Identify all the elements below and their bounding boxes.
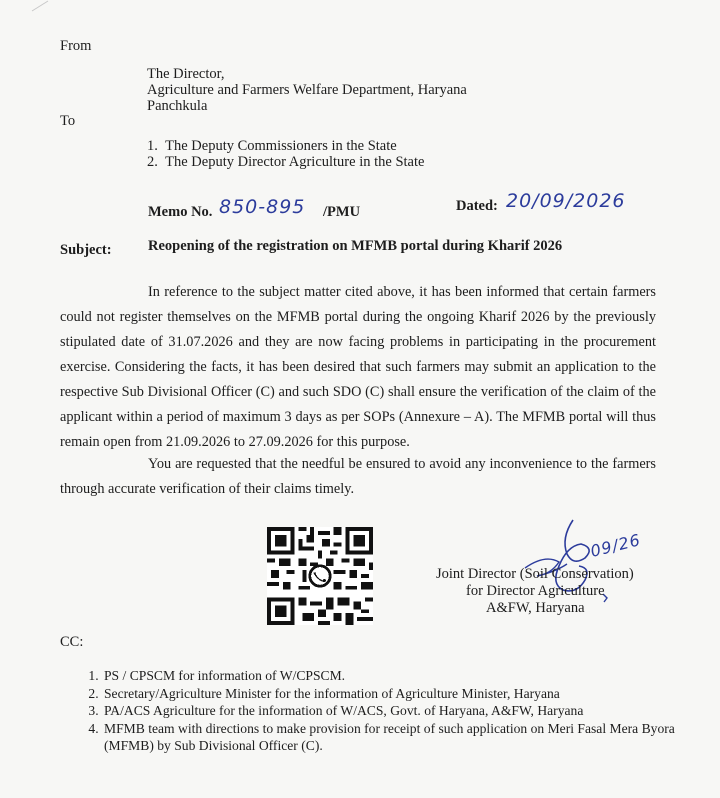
signatory-line-3: A&FW, Haryana <box>486 600 585 616</box>
signatory-line-2: for Director Agriculture <box>466 583 605 599</box>
cc-item: 3. PA/ACS Agriculture for the information of W/ACS, Govt. of Haryana, A&FW, Haryana <box>102 702 692 720</box>
cc-item: 2. Secretary/Agriculture Minister for the information of Agriculture Minister, Haryana <box>102 685 692 703</box>
from-line-3: Panchkula <box>147 98 208 114</box>
cc-item: 1. PS / CPSCM for information of W/CPSCM. <box>102 667 692 685</box>
dated-label: Dated: <box>456 198 498 214</box>
from-label: From <box>60 38 92 54</box>
to-label: To <box>60 113 76 129</box>
to-item-2: 2. The Deputy Director Agriculture in the State <box>147 154 425 170</box>
cc-list <box>80 667 692 755</box>
memo-number-handwritten: 850-895 <box>219 196 306 218</box>
body-paragraph-1 <box>60 280 656 455</box>
from-line-2: Agriculture and Farmers Welfare Department, Haryana <box>147 82 467 98</box>
cc-label: CC: <box>60 634 84 650</box>
from-line-1: The Director, <box>147 66 225 82</box>
signature-handwritten-date: 09/26 <box>588 530 643 561</box>
body-paragraph-2 <box>60 452 656 502</box>
body-paragraph-2-text: You are requested that the needful be ensured to avoid any inconvenience to the farmers through accurate verification of their claims timely. <box>60 456 656 497</box>
date-handwritten: 20/09/2026 <box>506 190 626 212</box>
qr-code-icon <box>266 527 374 625</box>
cc-item: 4. MFMB team with directions to make provision for receipt of such application on Meri Fasal Mera Byora (MFMB) by Sub Divisional Officer (C). <box>102 720 692 755</box>
subject-text: Reopening of the registration on MFMB portal during Kharif 2026 <box>148 238 563 254</box>
memo-suffix: /PMU <box>323 204 361 220</box>
subject-label: Subject: <box>60 242 112 258</box>
scan-corner-mark <box>30 0 50 12</box>
memo-label: Memo No. <box>148 204 213 220</box>
to-item-1: 1. The Deputy Commissioners in the State <box>147 138 397 154</box>
signatory-title: Joint Director (Soil Conservation) <box>436 566 634 582</box>
body-paragraph-1-text: In reference to the subject matter cited above, it has been informed that certain farmers could not register themselves on the MFMB portal during the ongoing Kharif 2026 by the previously stipulated date of 31.07.2026 and they are now facing problems in participating in the procurement exercise. Considering the facts, it has been desired that such farmers may submit an application to the respective Sub Divisional Officer (C) and such SDO (C) shall ensure the verification of the claim of the applicant within a period of maximum 3 days as per SOPs (Annexure – A). The MFMB portal will thus remain open from 21.09.2026 to 27.09.2026 for this purpose. <box>60 284 656 450</box>
